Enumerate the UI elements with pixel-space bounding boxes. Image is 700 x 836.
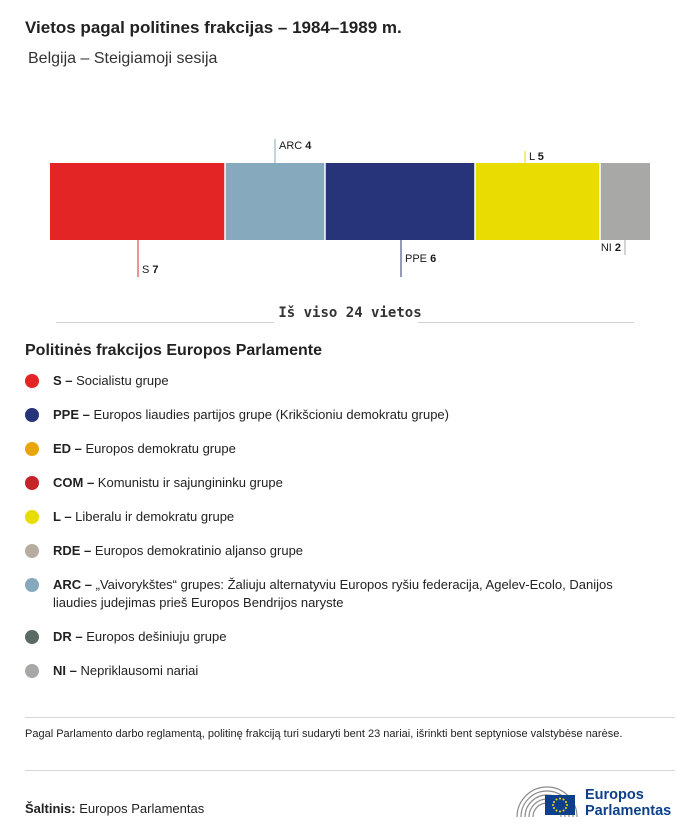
legend-code: ARC –	[53, 577, 96, 592]
bar-segment-s	[50, 163, 225, 240]
footnote: Pagal Parlamento darbo reglamentą, politinę frakciją turi sudaryti bent 23 nariai, išrinkti bent septyniose valstybėse narėse.	[25, 728, 623, 740]
chart-subtitle: Belgija – Steigiamoji sesija	[28, 50, 218, 67]
legend	[25, 372, 655, 696]
legend-code: NI –	[53, 663, 81, 678]
legend-swatch	[25, 664, 39, 678]
total-seats-label: Iš viso 24 vietos	[278, 305, 422, 321]
legend-swatch	[25, 630, 39, 644]
total-divider-right	[418, 322, 634, 323]
data-label-arc: ARC 4	[279, 140, 312, 152]
legend-swatch	[25, 442, 39, 456]
separator	[25, 717, 675, 718]
legend-item-s	[25, 372, 655, 390]
legend-text: Europos demokratu grupe	[85, 441, 236, 456]
european-parliament-logo	[514, 781, 679, 821]
data-label-ppe: PPE 6	[405, 253, 437, 265]
legend-code: S –	[53, 373, 77, 388]
source-label: Šaltinis:	[25, 801, 76, 816]
stacked-bar-chart	[0, 130, 700, 290]
total-divider-left	[56, 322, 274, 323]
legend-swatch	[25, 408, 39, 422]
logo-text	[585, 787, 671, 819]
legend-swatch	[25, 510, 39, 524]
legend-text: Europos dešiniuju grupe	[86, 629, 227, 644]
legend-title: Politinės frakcijos Europos Parlamente	[25, 342, 322, 359]
legend-item-ed	[25, 440, 655, 458]
legend-item-dr	[25, 628, 655, 646]
data-label-l: L 5	[529, 151, 544, 163]
source-value: Europos Parlamentas	[79, 801, 205, 816]
source-line	[25, 801, 204, 816]
legend-item-com	[25, 474, 655, 492]
bar-segment-l	[475, 163, 600, 240]
legend-item-arc	[25, 576, 655, 612]
legend-text: Socialistu grupe	[76, 373, 169, 388]
logo-text-line2: Parlamentas	[585, 803, 672, 819]
bar-segment-ppe	[325, 163, 475, 240]
bar-segment-arc	[225, 163, 325, 240]
data-label-ni: NI 2	[600, 242, 621, 254]
legend-text: „Vaivorykštes“ grupes: Žaliuju alternatyviu Europos ryšiu federacija, Agelev-Ecolo, Danijos liaudies judejimas prieš Europos Bendrijos naryste	[53, 577, 613, 610]
legend-text: Europos liaudies partijos grupe (Krikšcioniu demokratu grupe)	[93, 407, 449, 422]
data-label-s: S 7	[142, 264, 159, 276]
legend-text: Komunistu ir sajungininku grupe	[97, 475, 283, 490]
bar-segment-ni	[600, 163, 650, 240]
legend-text: Nepriklausomi nariai	[80, 663, 199, 678]
chart-title: Vietos pagal politines frakcijas – 1984–1989 m.	[25, 18, 402, 37]
legend-text: Europos demokratinio aljanso grupe	[94, 543, 304, 558]
legend-code: PPE –	[53, 407, 94, 422]
legend-code: DR –	[53, 629, 87, 644]
hemicycle-icon	[514, 781, 580, 821]
legend-swatch	[25, 544, 39, 558]
legend-item-rde	[25, 542, 655, 560]
legend-item-l	[25, 508, 655, 526]
legend-code: L –	[53, 509, 76, 524]
legend-item-ppe	[25, 406, 655, 424]
legend-swatch	[25, 476, 39, 490]
separator	[25, 770, 675, 771]
legend-swatch	[25, 578, 39, 592]
legend-code: RDE –	[53, 543, 95, 558]
logo-text-line1: Europos	[585, 787, 644, 803]
legend-swatch	[25, 374, 39, 388]
legend-code: ED –	[53, 441, 86, 456]
legend-text: Liberalu ir demokratu grupe	[75, 509, 235, 524]
legend-item-ni	[25, 662, 655, 680]
legend-code: COM –	[53, 475, 98, 490]
